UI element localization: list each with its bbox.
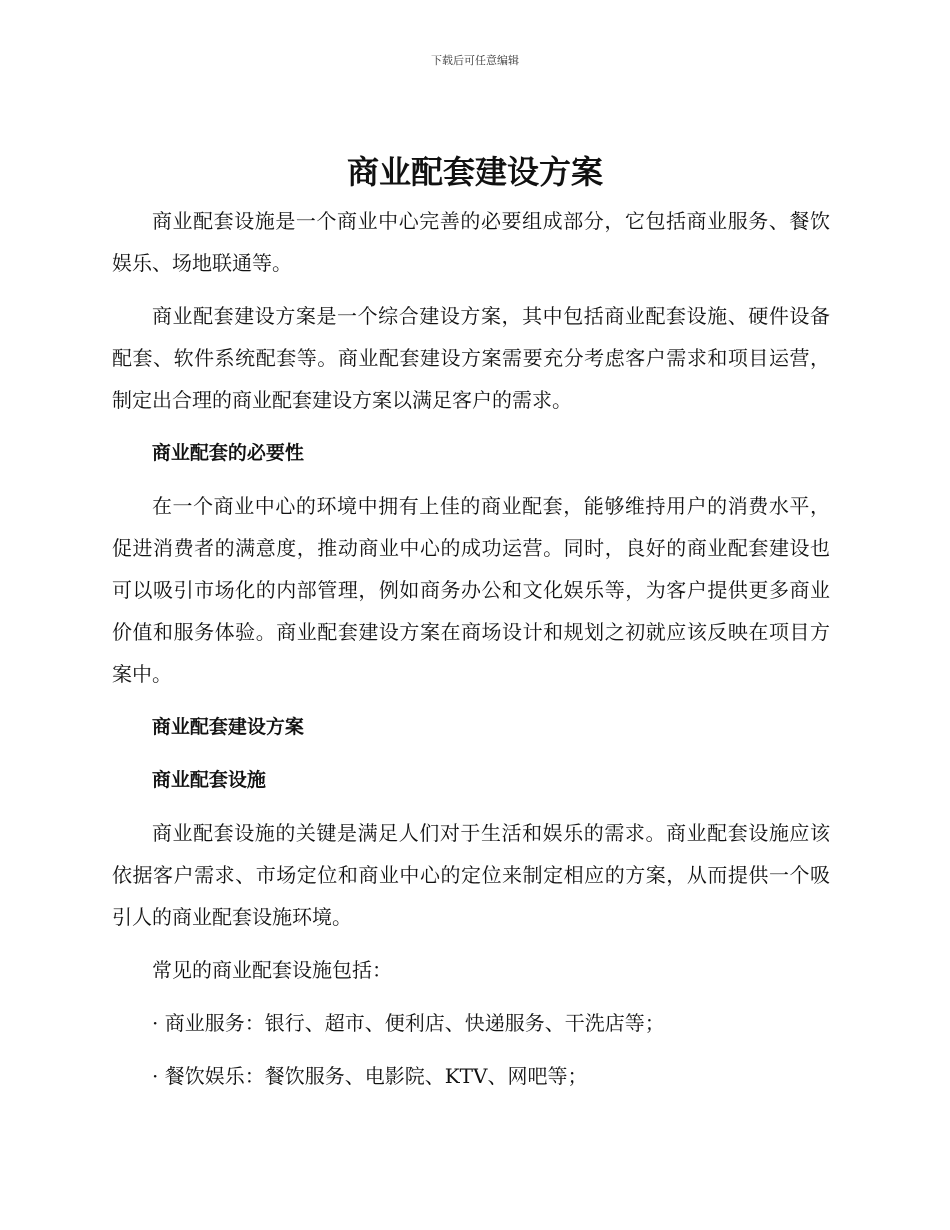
paragraph-necessity: 在一个商业中心的环境中拥有上佳的商业配套，能够维持用户的消费水平，促进消费者的满意度，推动商业中心的成功运营。同时，良好的商业配套建设也可以吸引市场化的内部管理，例如商务办公和文化娱乐等，为客户提供更多商业价值和服务体验。商业配套建设方案在商场设计和规划之初就应该反映在项目方案中。 <box>112 494 830 686</box>
paragraph-facilities: 商业配套设施的关键是满足人们对于生活和娱乐的需求。商业配套设施应该依据客户需求、市场定位和商业中心的定位来制定相应的方案，从而提供一个吸引人的商业配套设施环境。 <box>112 821 830 929</box>
document-title: 商业配套建设方案 <box>346 153 603 191</box>
section-heading-plan: 商业配套建设方案 <box>151 716 304 738</box>
page-header-note: 下载后可任意编辑 <box>431 54 519 67</box>
subsection-heading-facilities: 商业配套设施 <box>151 769 266 791</box>
paragraph-common-facilities: 常见的商业配套设施包括： <box>152 958 392 982</box>
list-item-dining-entertainment: · 餐饮娱乐：餐饮服务、电影院、KTV、网吧等； <box>152 1064 588 1088</box>
document-body <box>112 200 830 1108</box>
section-heading-necessity: 商业配套的必要性 <box>151 442 304 464</box>
paragraph-overview: 商业配套建设方案是一个综合建设方案，其中包括商业配套设施、硬件设备配套、软件系统配套等。商业配套建设方案需要充分考虑客户需求和项目运营，制定出合理的商业配套建设方案以满足客户的需求。 <box>112 304 830 412</box>
paragraph-intro: 商业配套设施是一个商业中心完善的必要组成部分，它包括商业服务、餐饮娱乐、场地联通等。 <box>112 209 830 275</box>
list-item-business-services: · 商业服务：银行、超市、便利店、快递服务、干洗店等； <box>152 1011 665 1035</box>
